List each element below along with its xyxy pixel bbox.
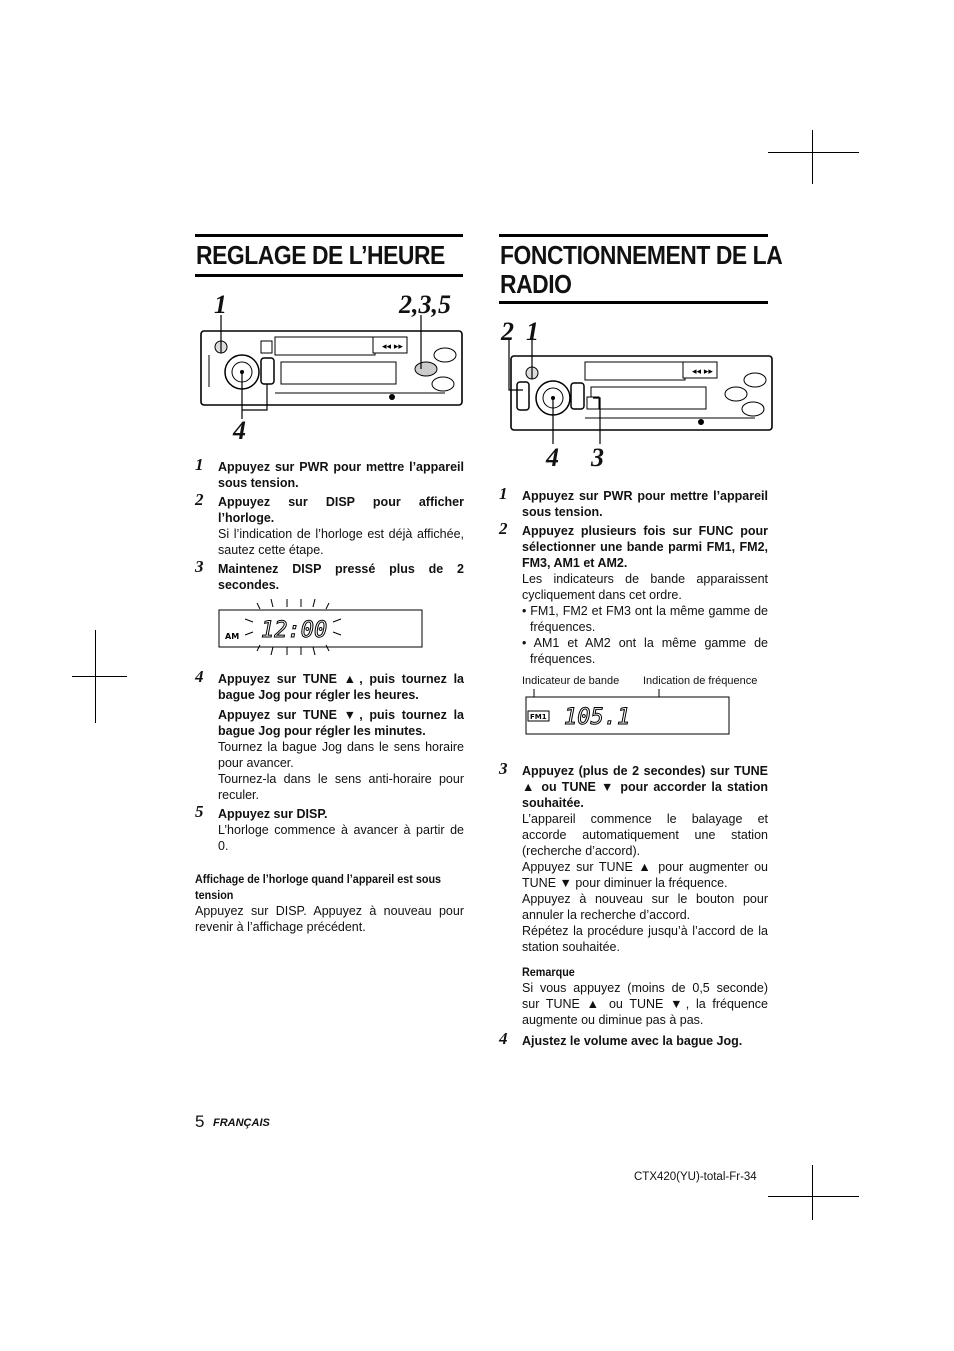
radio-display — [522, 687, 762, 757]
clock-subheading: Affichage de l’horloge quand l’appareil est sous tension — [195, 872, 442, 902]
title-top-rule — [195, 234, 463, 237]
right-steps — [499, 484, 768, 1052]
language-label: FRANÇAIS — [213, 1117, 270, 1129]
clock-display — [195, 599, 464, 665]
title-top-rule — [499, 234, 768, 237]
svg-text:◂◂ ▸▸: ◂◂ ▸▸ — [692, 367, 713, 377]
band-frequency-figure — [522, 673, 768, 759]
step-item: 2 Appuyez sur DISP pour afficher l’horloge. Si l’indication de l’horloge est déjà affichée, sautez cette étape. — [195, 490, 464, 557]
frequency-caption: Indication de fréquence — [643, 675, 758, 687]
band-indicator-caption: Indicateur de bande — [522, 675, 620, 687]
car-stereo-diagram — [505, 340, 777, 445]
callout-1: 1 — [214, 290, 227, 319]
remark-text: Si vous appuyez (moins de 0,5 seconde) sur TUNE ▲ ou TUNE ▼, la fréquence augmente ou diminue pas à pas. — [522, 981, 768, 1027]
step-item: 3 Maintenez DISP pressé plus de 2 secondes. — [195, 557, 464, 592]
section-title-clock: REGLAGE DE L’HEURE — [196, 240, 445, 270]
frequency-digits: 105.1 — [564, 705, 631, 730]
crop-mark — [812, 130, 813, 184]
document-code: CTX420(YU)-total-Fr-34 — [634, 1171, 757, 1183]
title-bottom-rule — [499, 301, 768, 304]
section-title-radio: FONCTIONNEMENT DE LA RADIO — [500, 240, 783, 299]
callout-4: 4 — [546, 443, 559, 472]
crop-mark — [812, 1165, 813, 1220]
crop-mark — [768, 152, 859, 153]
remark-title: Remarque — [522, 965, 575, 979]
callout-2: 2 — [501, 317, 514, 346]
title-bottom-rule — [195, 274, 463, 277]
step-item: 4 Ajustez le volume avec la bague Jog. — [499, 1029, 743, 1048]
svg-text:◂◂ ▸▸: ◂◂ ▸▸ — [382, 342, 403, 352]
band-label: AM — [225, 632, 240, 641]
band-label: FM1 — [530, 713, 547, 721]
callout-4: 4 — [233, 416, 246, 445]
crop-mark — [72, 676, 127, 677]
step-item: 3 Appuyez (plus de 2 secondes) sur TUNE ▲ ou TUNE ▼ pour accorder la station souhaitée. L’appareil commence le balayage et accorde automatiquement une station (recherche d’accord). Appuyez sur TUNE ▲ pour augmenter ou TUNE ▼ pour diminuer la fréquence. Appuyez à nouveau sur le bouton pour annuler la recherche d’accord. Répétez la procédure jusqu’à l’accord de la station souhaitée. Remarque Si vous appuyez (moins de 0,5 seconde) sur TUNE ▲ ou TUNE ▼, la fréquence augmente ou diminue pas à pas. — [499, 759, 768, 1027]
step-item: 4 Appuyez sur TUNE ▲, puis tournez la bague Jog pour régler les heures. Appuyez sur TUNE ▼, puis tournez la bague Jog pour régler les minutes. Tournez la bague Jog dans le sens horaire pour avancer. Tournez-la dans le sens anti-horaire pour reculer. — [195, 667, 464, 802]
step-item: 1 Appuyez sur PWR pour mettre l’appareil sous tension. — [499, 484, 768, 519]
callout-1: 1 — [526, 317, 539, 346]
clock-digits: 12:00 — [261, 618, 328, 643]
callout-2-3-5: 2,3,5 — [399, 290, 451, 319]
step-item: 2 Appuyez plusieurs fois sur FUNC pour sélectionner une bande parmi FM1, FM2, FM3, AM1 et AM2. Les indicateurs de bande apparaissent cycliquement dans cet ordre. • FM1, FM2 et FM3 ont la même gamme de fréquences. • AM1 et AM2 ont la même gamme de fréquences. — [499, 519, 768, 666]
crop-mark — [768, 1196, 859, 1197]
clock-subtext: Appuyez sur DISP. Appuyez à nouveau pour revenir à l’affichage précédent. — [195, 904, 464, 934]
callout-3: 3 — [591, 443, 604, 472]
step-item: 5 Appuyez sur DISP. L’horloge commence à avancer à partir de 0. — [195, 802, 464, 853]
left-steps — [195, 455, 464, 935]
car-stereo-diagram — [195, 315, 467, 420]
page-number: 5 — [195, 1112, 205, 1131]
step-item: 1 Appuyez sur PWR pour mettre l’appareil sous tension. — [195, 455, 464, 490]
